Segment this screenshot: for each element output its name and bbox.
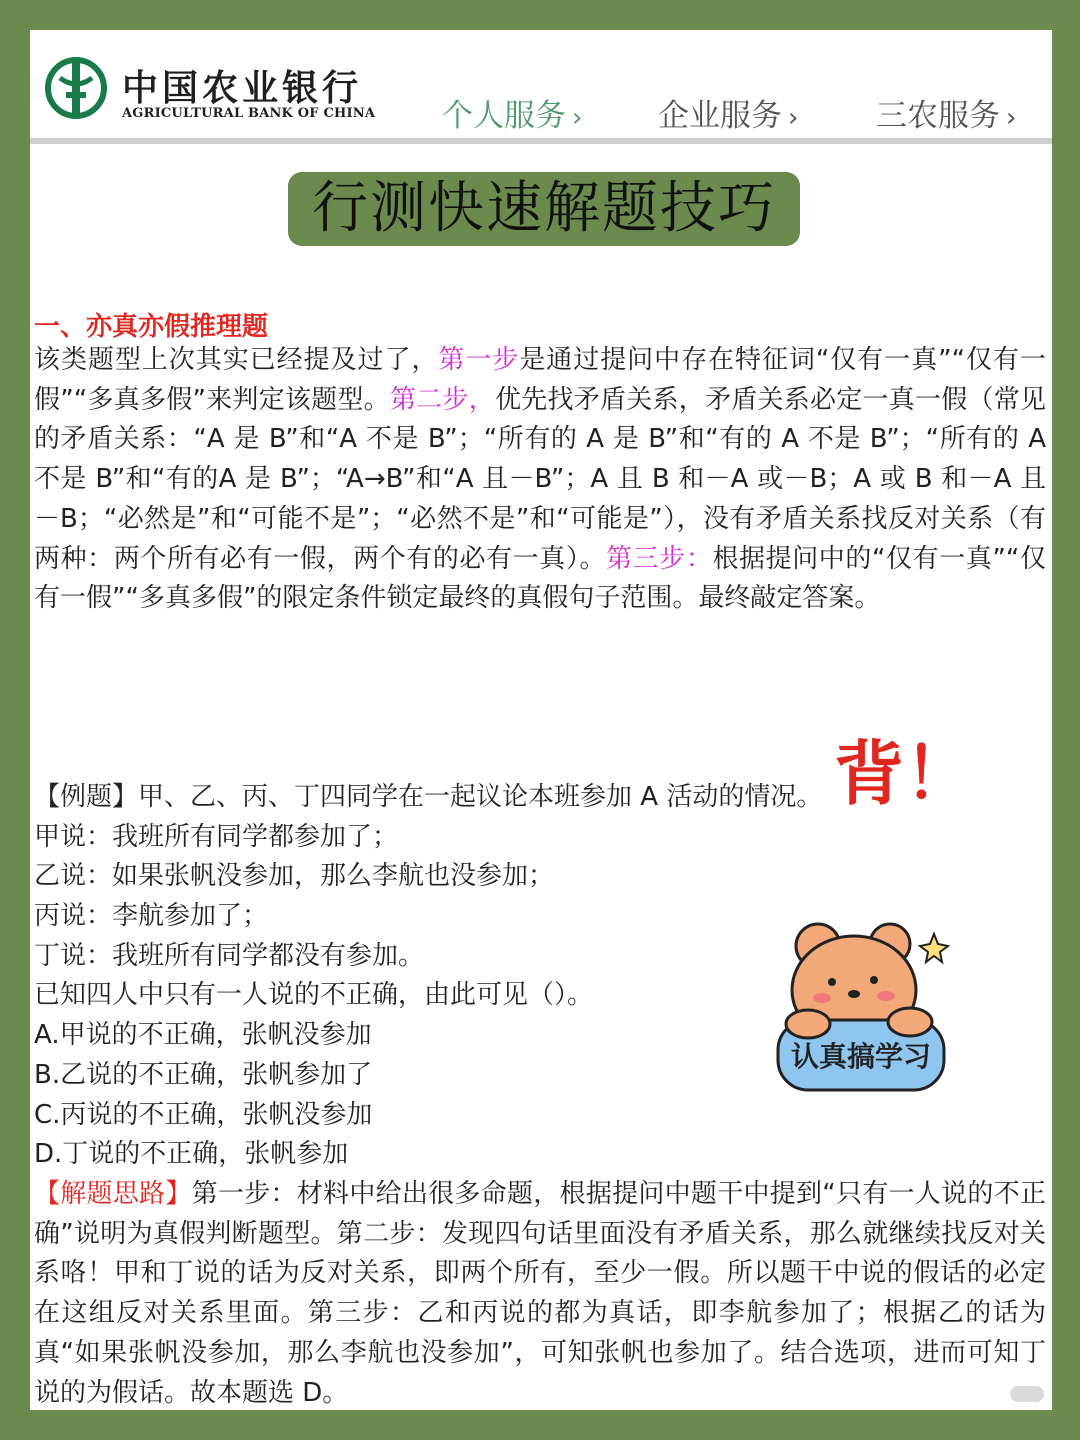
paragraph-text: 是通过提问中存在特征词“仅有一真”“仅有一假”“多真多假”来判定该题型。 (34, 345, 1046, 415)
sticker-text: 认真搞学习 (790, 1040, 932, 1073)
solution-text: 第一步：材料中给出很多命题，根据提问中题干中提到“只有一人说的不正确”说明为真假判断题型。第二步：发现四句话里面没有矛盾关系，那么就继续找反对关系咯！甲和丁说的话为反对关系，即两个所有，至少一假。所以题干中说的假话的必定在这组反对关系里面。第三步：乙和丙说的都为真话，即李航参加了；根据乙的话为真“如果张帆没参加，那么李航也没参加”，可知张帆也参加了。结合选项，进而可知丁说的为假话。故本题选 D。 (34, 1179, 1046, 1408)
nav-label: 企业服务 (658, 98, 782, 134)
step-label: 第二步， (389, 384, 495, 415)
method-paragraph (34, 341, 1046, 619)
option-b: B.乙说的不正确，张帆参加了 (34, 1059, 373, 1090)
nav-label: 三农服务 (876, 98, 1000, 134)
example-line: 【例题】甲、乙、丙、丁四同学在一起议论本班参加 A 活动的情况。 (34, 782, 823, 812)
option-a: A.甲说的不正确，张帆没参加 (34, 1020, 372, 1051)
nav-label: 个人服务 (442, 98, 566, 134)
paragraph-text: 根据提问中的“仅有一真”“仅有一假”“多真多假”的限定条件锁定最终的真假句子范围。最终敲定答案。 (34, 543, 1046, 614)
section-heading: 一、亦真亦假推理题 (34, 312, 269, 342)
paragraph-text: 该类题型上次其实已经提及过了， (34, 345, 439, 375)
example-line: 乙说：如果张帆没参加，那么李航也没参加； (34, 861, 555, 892)
nav-business-service[interactable] (658, 90, 798, 135)
option-c: C.丙说的不正确，张帆没参加 (34, 1099, 373, 1130)
paragraph-text: 优先找矛盾关系，矛盾关系必定一真一假（常见的矛盾关系：“A 是 B”和“A 不是 B”；“所有的 A 是 B”和“有的 A 不是 B”；“所有的 A 不是 B”和“有的A 是 B”；“A→B”和“A 且－B”；A 且 B 和－A 或－B；A 或 B 和－A 且－B；“必然是”和“可能不是”；“必然不是”和“可能是”），没有矛盾关系找反对关系（有两种：两个所有必有一假，两个有的必有一真）。 (34, 384, 1046, 574)
step-label: 第三步： (606, 543, 713, 574)
step-label: 第一步 (438, 345, 520, 375)
header-divider (30, 138, 1052, 144)
nav-personal-service[interactable] (442, 90, 582, 135)
bank-name-cn: 中国农业银行 (122, 67, 363, 109)
bank-name-en: AGRICULTURAL BANK OF CHINA (122, 106, 376, 121)
solution-paragraph (34, 1175, 1046, 1413)
abc-logo-icon (44, 56, 108, 120)
chevron-right-icon: › (788, 103, 799, 133)
nav-agri-service[interactable] (876, 90, 1016, 135)
example-line: 丁说：我班所有同学都没有参加。 (34, 940, 425, 971)
example-line: 已知四人中只有一人说的不正确，由此可见（）。 (34, 980, 594, 1011)
page-title: 行测快速解题技巧 (288, 172, 800, 246)
header-bar (30, 30, 1052, 146)
chevron-right-icon: › (572, 103, 583, 133)
page-card (30, 30, 1052, 1410)
chevron-right-icon: › (1006, 103, 1017, 133)
option-d: D.丁说的不正确，张帆参加 (34, 1139, 349, 1170)
memorize-callout: 背！ (834, 733, 974, 815)
solution-label: 【解题思路】 (34, 1179, 192, 1209)
bear-icon (770, 900, 960, 1100)
example-line: 丙说：李航参加了； (34, 901, 269, 932)
watermark-badge (1010, 1386, 1044, 1402)
example-line: 甲说：我班所有同学都参加了； (34, 821, 399, 852)
